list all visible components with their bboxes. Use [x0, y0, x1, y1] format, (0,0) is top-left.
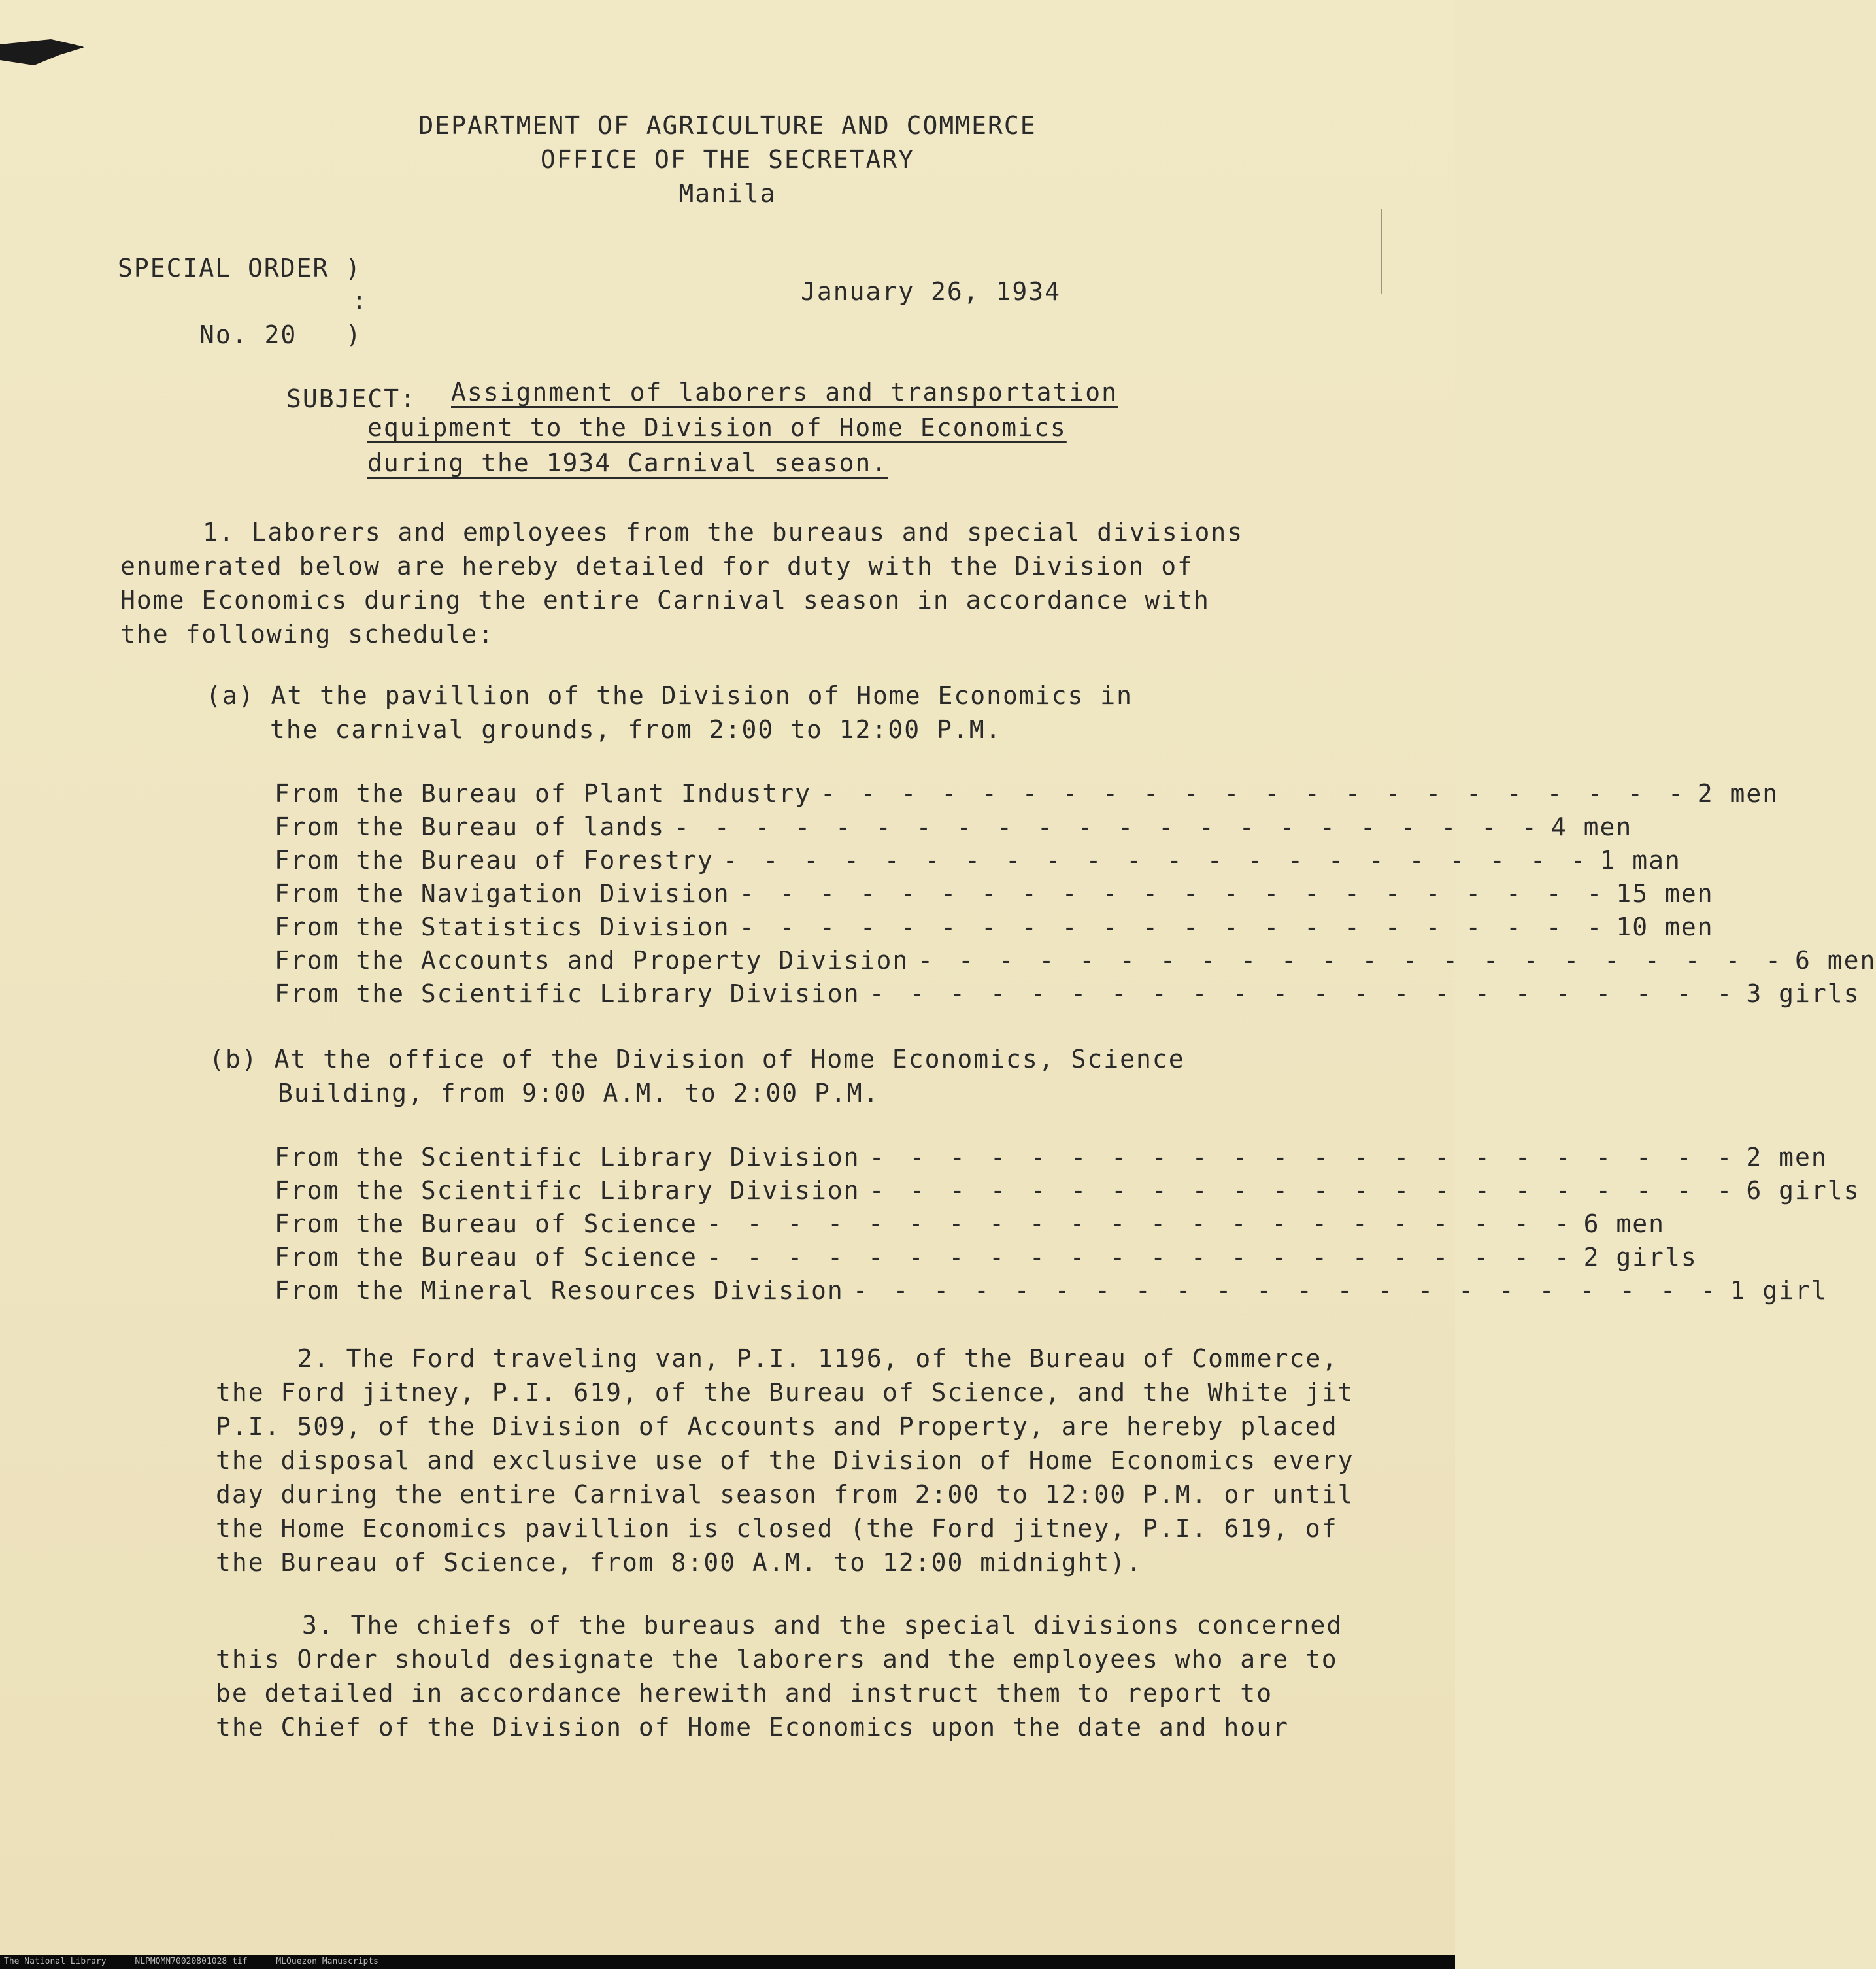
leader-dashes: - - - - - - - - - - - - - - - - - - - - - - — [918, 946, 1786, 975]
para3-line-4: the Chief of the Division of Home Economics upon the date and hour — [216, 1713, 1289, 1742]
para2-line-7: the Bureau of Science, from 8:00 A.M. to 12:00 midnight). — [216, 1548, 1143, 1577]
table-row — [275, 846, 1681, 875]
section-b-line-2: Building, from 9:00 A.M. to 2:00 P.M. — [278, 1079, 880, 1107]
leader-dashes: - - - - - - - - - - - - - - - - - - - - - - — [706, 1243, 1575, 1271]
leader-dashes: - - - - - - - - - - - - - - - - - - - - - - — [739, 913, 1607, 941]
row-count: 15 men — [1616, 879, 1714, 908]
para1-line-1: 1. Laborers and employees from the bureaus and special divisions — [203, 518, 1244, 547]
para2-line-4: the disposal and exclusive use of the Division of Home Economics every — [216, 1446, 1354, 1475]
row-count: 10 men — [1616, 913, 1714, 941]
subject-line-1: Assignment of laborers and transportation — [451, 378, 1118, 407]
para2-line-6: the Home Economics pavillion is closed (the Ford jitney, P.I. 619, of — [216, 1514, 1338, 1543]
row-count: 1 man — [1600, 846, 1681, 875]
margin-mark — [1381, 209, 1382, 294]
para3-line-3: be detailed in accordance herewith and instruct them to report to — [216, 1679, 1273, 1708]
row-count: 6 men — [1583, 1209, 1665, 1238]
para2-line-5: day during the entire Carnival season from 2:00 to 12:00 P.M. or until — [216, 1480, 1354, 1509]
para1-line-3: Home Economics during the entire Carnival season in accordance with — [120, 586, 1210, 614]
para2-line-3: P.I. 509, of the Division of Accounts and Property, are hereby placed — [216, 1412, 1338, 1441]
table-row — [275, 779, 1779, 808]
row-source: From the Bureau of Plant Industry — [275, 779, 811, 808]
leader-dashes: - - - - - - - - - - - - - - - - - - - - - - — [869, 1143, 1737, 1171]
department-title: DEPARTMENT OF AGRICULTURE AND COMMERCE — [418, 111, 1037, 140]
footer-collection: MLQuezon Manuscripts — [276, 1957, 378, 1966]
office-title: OFFICE OF THE SECRETARY — [540, 145, 915, 174]
table-row — [275, 1209, 1665, 1238]
torn-corner — [0, 39, 85, 65]
table-row — [275, 1143, 1828, 1171]
row-count: 2 men — [1697, 779, 1779, 808]
row-count: 2 girls — [1583, 1243, 1698, 1271]
table-row — [275, 1243, 1698, 1271]
order-label: SPECIAL ORDER ) — [118, 254, 362, 282]
row-count: 2 men — [1746, 1143, 1828, 1171]
row-source: From the Statistics Division — [275, 913, 730, 941]
para1-line-2: enumerated below are hereby detailed for duty with the Division of — [120, 552, 1194, 581]
row-source: From the Bureau of Forestry — [275, 846, 714, 875]
row-source: From the Accounts and Property Division — [275, 946, 909, 975]
leader-dashes: - - - - - - - - - - - - - - - - - - - - - - — [706, 1209, 1575, 1238]
table-row — [275, 813, 1633, 841]
leader-dashes: - - - - - - - - - - - - - - - - - - - - - - — [722, 846, 1591, 875]
para1-line-4: the following schedule: — [120, 620, 495, 648]
subject-line-3: during the 1934 Carnival season. — [367, 448, 888, 477]
leader-dashes: - - - - - - - - - - - - - - - - - - - - - - — [739, 879, 1607, 908]
para2-line-1: 2. The Ford traveling van, P.I. 1196, of the Bureau of Commerce, — [297, 1344, 1339, 1373]
row-source: From the Navigation Division — [275, 879, 730, 908]
row-count: 3 girls — [1746, 979, 1860, 1008]
row-source: From the Bureau of Science — [275, 1243, 697, 1271]
table-row — [275, 879, 1714, 908]
location: Manila — [678, 179, 777, 208]
section-a-line-2: the carnival grounds, from 2:00 to 12:00 P.M. — [270, 715, 1002, 744]
subject-label: SUBJECT: — [286, 384, 417, 413]
table-row — [275, 913, 1714, 941]
leader-dashes: - - - - - - - - - - - - - - - - - - - - - - — [820, 779, 1688, 808]
table-row — [275, 979, 1860, 1008]
row-source: From the Bureau of Science — [275, 1209, 697, 1238]
footer-file: NLPMQMN70020801028 tif — [135, 1957, 248, 1966]
leader-dashes: - - - - - - - - - - - - - - - - - - - - - - — [869, 1176, 1737, 1205]
leader-dashes: - - - - - - - - - - - - - - - - - - - - - - — [674, 813, 1542, 841]
row-count: 6 girls — [1746, 1176, 1860, 1205]
order-colon: : — [352, 286, 368, 315]
para2-line-2: the Ford jitney, P.I. 619, of the Bureau of Science, and the White jit — [216, 1378, 1354, 1407]
row-source: From the Scientific Library Division — [275, 1143, 860, 1171]
order-number: No. 20 ) — [199, 320, 362, 349]
archive-footer — [0, 1955, 1455, 1969]
row-count: 1 girl — [1730, 1276, 1828, 1305]
footer-library: The National Library — [4, 1957, 107, 1966]
order-date: January 26, 1934 — [801, 277, 1062, 306]
row-count: 4 men — [1550, 813, 1633, 841]
table-row — [275, 1276, 1828, 1305]
subject-line-2: equipment to the Division of Home Economics — [367, 413, 1067, 442]
para3-line-1: 3. The chiefs of the bureaus and the special divisions concerned — [302, 1611, 1343, 1640]
row-source: From the Bureau of lands — [275, 813, 665, 841]
table-row — [275, 1176, 1860, 1205]
table-row — [275, 946, 1876, 975]
row-count: 6 men — [1795, 946, 1876, 975]
leader-dashes: - - - - - - - - - - - - - - - - - - - - - - — [852, 1276, 1721, 1305]
row-source: From the Scientific Library Division — [275, 979, 860, 1008]
row-source: From the Mineral Resources Division — [275, 1276, 844, 1305]
para3-line-2: this Order should designate the laborers and the employees who are to — [216, 1645, 1338, 1674]
section-b-line-1: (b) At the office of the Division of Home Economics, Science — [209, 1045, 1185, 1073]
section-a-line-1: (a) At the pavillion of the Division of Home Economics in — [206, 681, 1133, 710]
row-source: From the Scientific Library Division — [275, 1176, 860, 1205]
leader-dashes: - - - - - - - - - - - - - - - - - - - - - - — [869, 979, 1737, 1008]
